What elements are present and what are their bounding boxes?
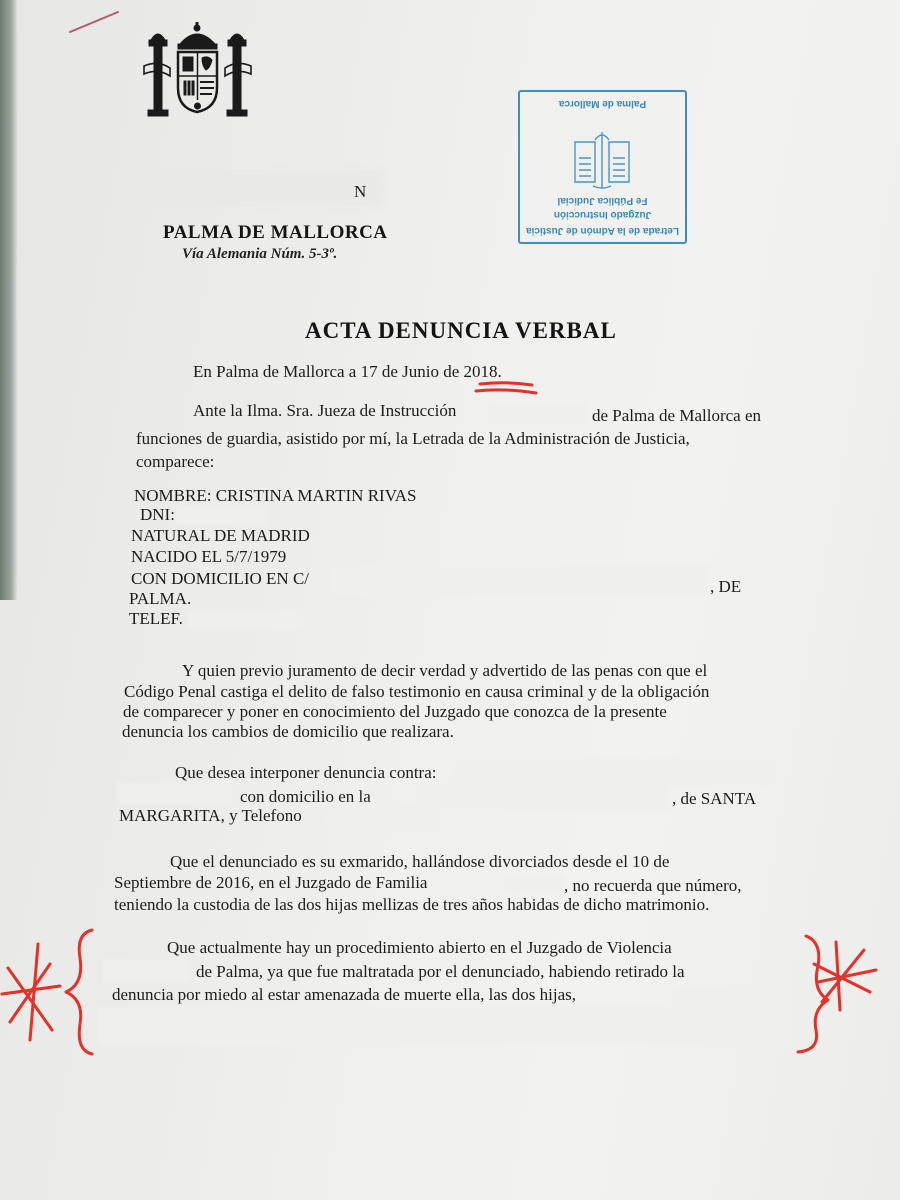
office-address: Vía Alemania Núm. 5-3º. (182, 246, 338, 262)
field-domicile-end: , DE (710, 577, 742, 596)
exhusband-line-2b: , no recuerda que número, (564, 876, 742, 895)
date-line: En Palma de Mallorca a 17 de Junio de 2018. (193, 362, 502, 381)
procedure-line-2: de Palma, ya que fue maltratada por el denunciado, habiendo retirado la (196, 962, 685, 981)
stamp-line-3: Fe Pública Judicial (557, 195, 648, 206)
exhusband-line-3: teniendo la custodia de las dos hijas mellizas de tres años habidas de dicho matrimonio. (114, 895, 710, 914)
field-dni: DNI: (140, 505, 175, 524)
field-domicile: CON DOMICILIO EN C/ (131, 569, 310, 588)
field-city: PALMA. (129, 589, 192, 608)
stamp-line-4: Palma de Mallorca (558, 98, 647, 109)
stamp-line-1: Letrada de la Admón de Justicia (526, 225, 680, 236)
field-born: NACIDO EL 5/7/1979 (131, 547, 287, 566)
complaint-line-2: con domicilio en la (240, 787, 371, 806)
complaint-line-2b: , de SANTA (672, 789, 757, 808)
procedure-line-1: Que actualmente hay un procedimiento abierto en el Juzgado de Violencia (167, 938, 672, 957)
field-name: NOMBRE: CRISTINA MARTIN RIVAS (134, 486, 417, 505)
intro-line-1b: de Palma de Mallorca en (592, 406, 761, 425)
exhusband-line-2: Septiembre de 2016, en el Juzgado de Familia (114, 873, 428, 892)
office-city: PALMA DE MALLORCA (163, 222, 388, 243)
oath-line-4: denuncia los cambios de domicilio que realizara. (122, 722, 454, 741)
intro-line-1: Ante la Ilma. Sra. Jueza de Instrucción (193, 401, 457, 420)
procedure-line-3: denuncia por miedo al estar amenazada de muerte ella, las dos hijas, (112, 985, 577, 1004)
oath-line-1: Y quien previo juramento de decir verdad y advertido de las penas con que el (182, 661, 708, 680)
exhusband-line-1: Que el denunciado es su exmarido, hallándose divorciados desde el 10 de (170, 852, 670, 871)
oath-line-3: de comparecer y poner en conocimiento del Juzgado que conozca de la presente (123, 702, 667, 721)
intro-line-3: comparece: (136, 452, 215, 471)
oath-line-2: Código Penal castiga el delito de falso testimonio en causa criminal y de la obligación (124, 682, 710, 701)
complaint-line-1: Que desea interponer denuncia contra: (175, 763, 437, 782)
field-natural: NATURAL DE MADRID (131, 526, 310, 545)
stamp-line-2: Juzgado Instrucción (553, 209, 652, 220)
document-title: ACTA DENUNCIA VERBAL (305, 318, 617, 343)
office-name-suffix: N (354, 182, 367, 201)
field-phone: TELEF. (129, 609, 183, 628)
intro-line-2: funciones de guardia, asistido por mí, la Letrada de la Administración de Justicia, (136, 429, 690, 448)
complaint-line-3: MARGARITA, y Telefono (119, 806, 302, 825)
